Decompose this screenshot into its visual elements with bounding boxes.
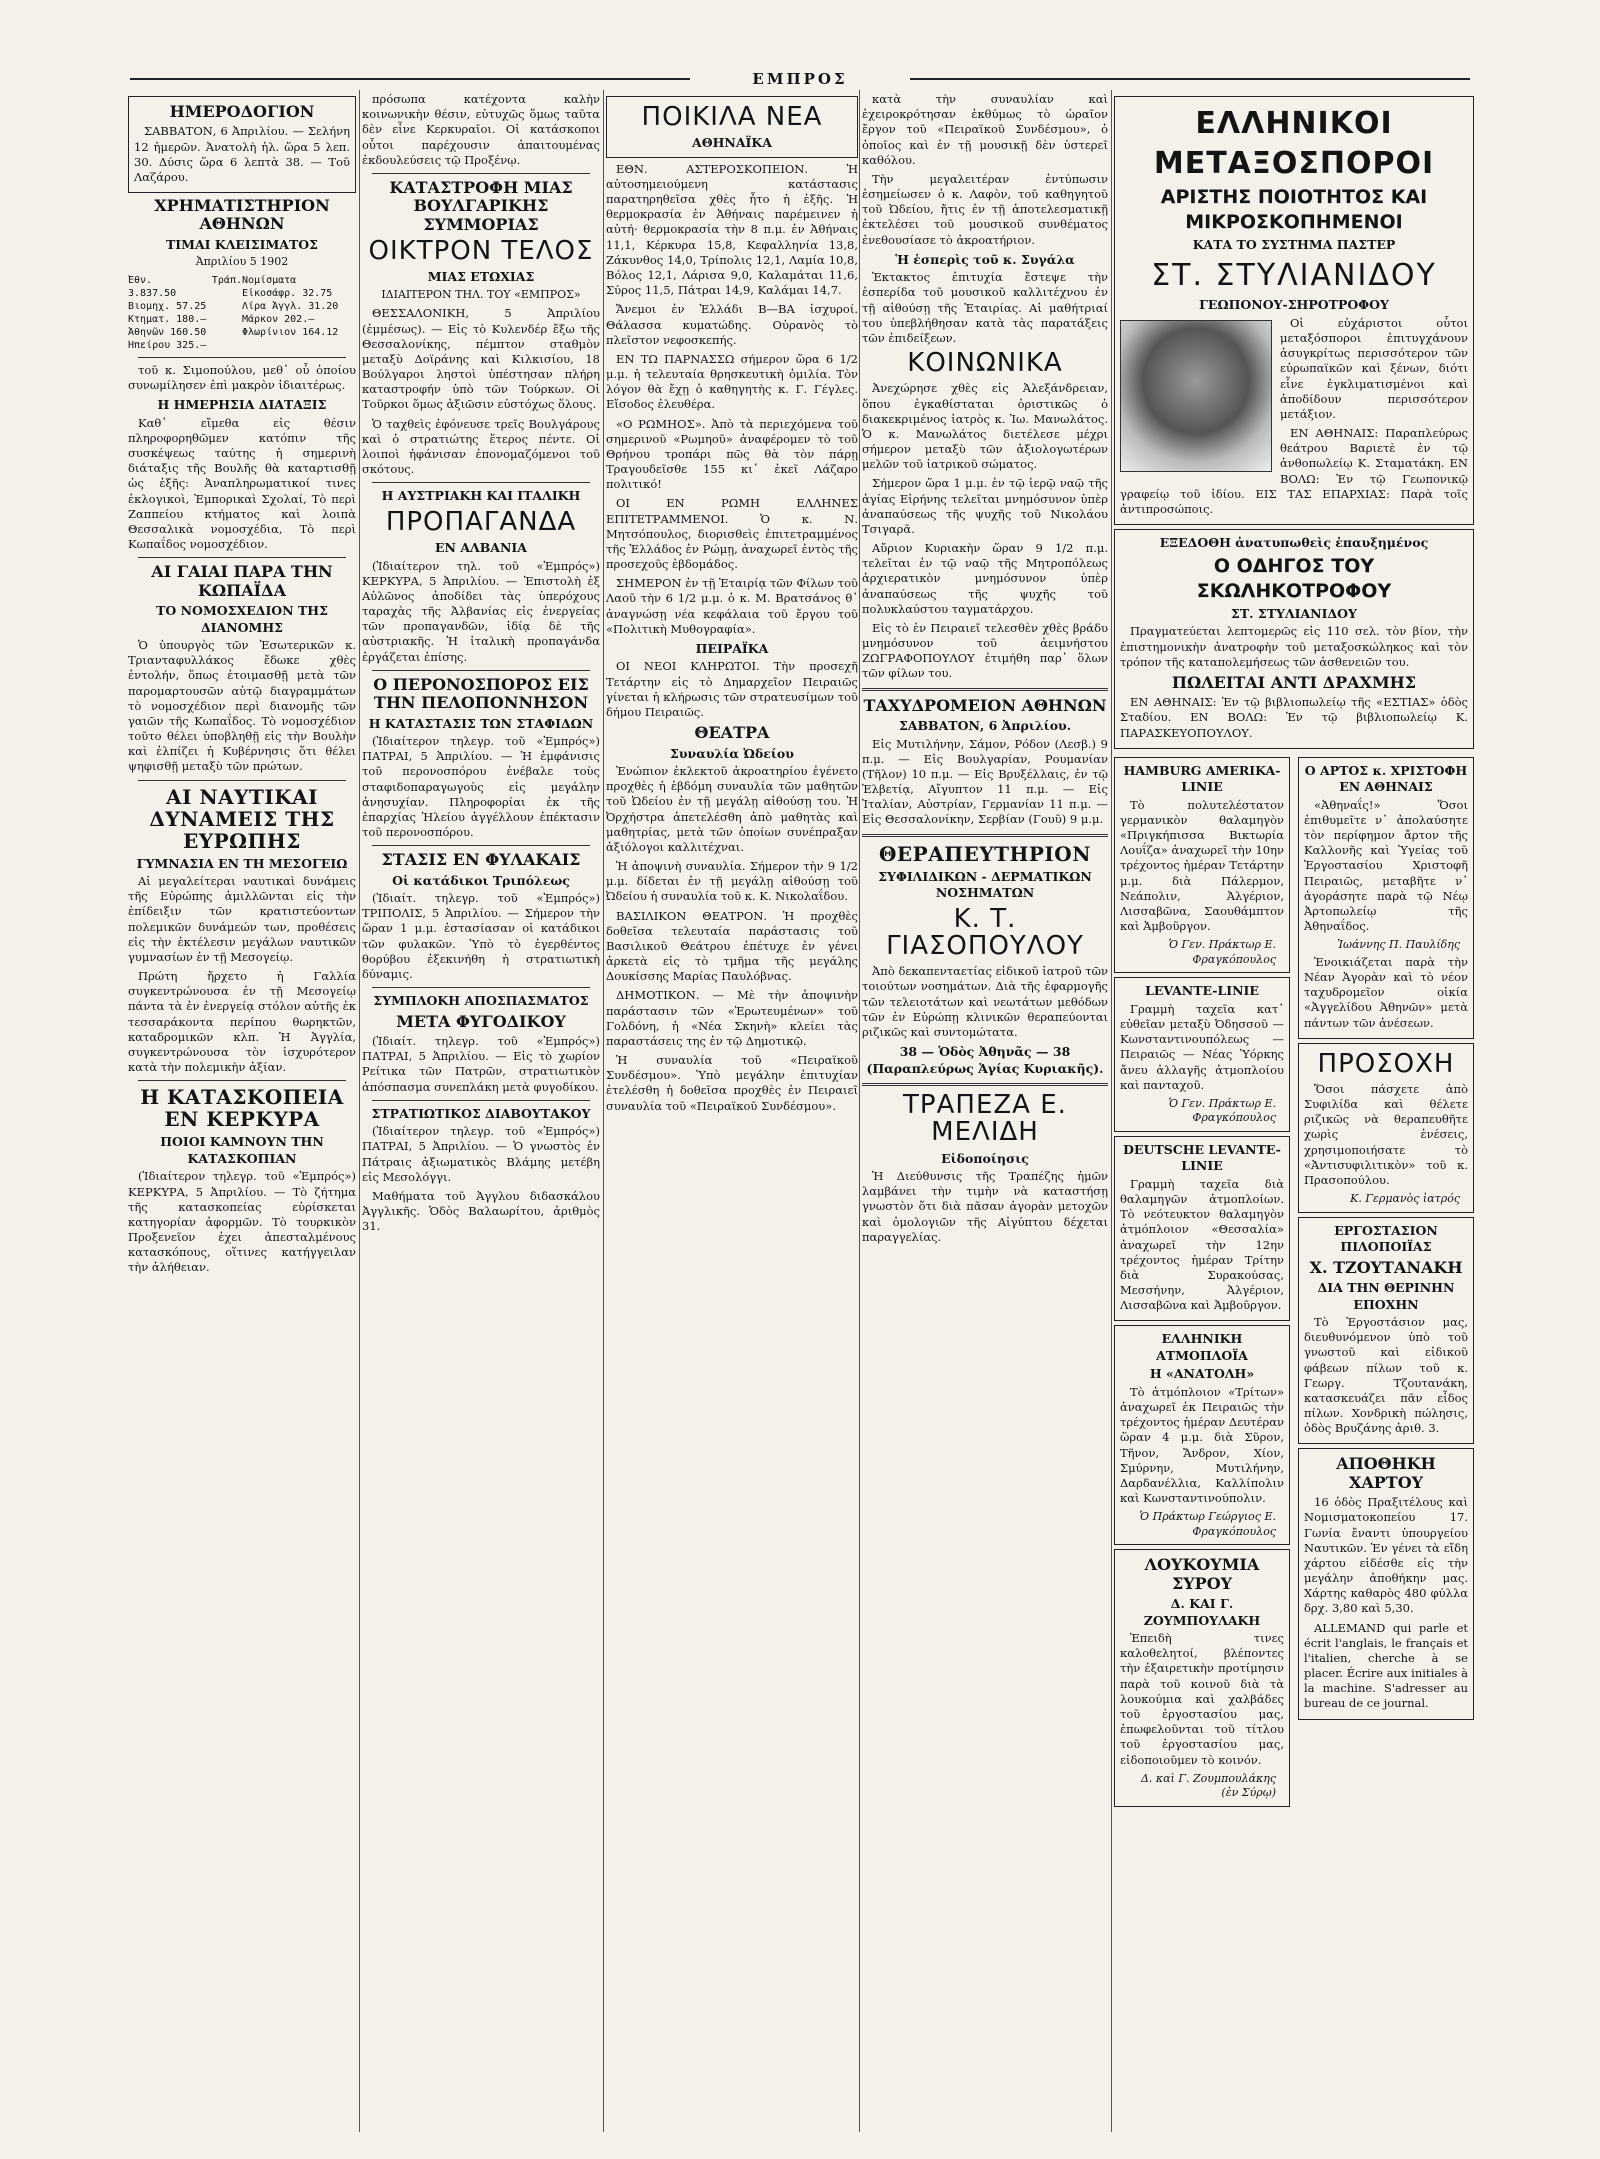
article-text: κατὰ τὴν συναυλίαν καὶ ἐχειροκρότησαν ἐκθύμως τὸ ὡραῖον ἔργον τοῦ «Πειραϊκοῦ Συνδέσμου», ὁ ὁποῖος καὶ ἐν τῇ μουσικῇ δὲν ὑστερεῖ καθόλου. [862,92,1108,167]
rate-row: Νομίσματα [242,274,297,286]
section-big-heading: ΤΡΑΠΕΖΑ Ε. ΜΕΛΙΔΗ [903,1090,1067,1148]
ad-title: ΕΡΓΟΣΤΑΣΙΟΝ ΠΙΛΟΠΟΙΪΑΣ [1334,1222,1438,1255]
market-title: ΧΡΗΜΑΤΙΣΤΗΡΙΟΝ ΑΘΗΝΩΝ [154,196,330,234]
rates-title: ΤΙΜΑΙ ΚΛΕΙΣΙΜΑΤΟΣ [165,236,319,252]
ad-name: Χ. ΤΖΟΥΤΑΝΑΚΗ [1309,1257,1463,1277]
ad-loukoumia [1114,1549,1290,1806]
ad-title: ΕΛΛΗΝΙΚΟΙ ΜΕΤΑΞΟΣΠΟΡΟΙ [1153,106,1435,181]
section-subheading: ΑΘΗΝΑΪΚΑ [692,135,772,151]
article-text: (Ἰδιαίτ. τηλεγρ. τοῦ «Ἐμπρός») ΠΑΤΡΑΙ, 5 Ἀπριλίου. — Εἰς τὸ χωρίον Ρείτικα τῶν Πατρῶν, στρατιωτικὸν ἀπόσπασμα συνεπλάκη μετὰ φυγοδίκου. [362,1034,600,1094]
ad-price: ΠΩΛΕΙΤΑΙ ΑΝΤΙ ΔΡΑΧΜΗΣ [1171,672,1417,692]
ad-signature: Ὁ Γεν. Πράκτωρ Ε. Φραγκόπουλος [1168,938,1276,966]
section-subheading: ΜΙΑΣ ΕΤΩΧΙΑΣ [427,269,535,285]
ad-hamburg [1114,757,1290,974]
ad-name: Δ. ΚΑΙ Γ. ΖΟΥΜΠΟΥΛΑΚΗ [1143,1596,1261,1628]
section-subheading: ΤΟ ΝΟΜΟΣΧΕΔΙΟΝ ΤΗΣ ΔΙΑΝΟΜΗΣ [156,603,328,635]
ad-signature: Ὁ Γεν. Πράκτωρ Ε. Φραγκόπουλος [1168,1096,1276,1125]
ad-text: «Ἀθηναΐς!» Ὅσοι ἐπιθυμεῖτε ν᾽ ἀπολαύσητε τὸν περίφημον ἄρτον τῆς Καλλονῆς καὶ Ὑγείας τοῦ Ἐργοστασίου Χριστοφῆ Πειραιῶς, μεταβῆτε ν᾽ ἀγοράσητε παρὰ τῷ Νέῳ Ἀρτοπωλείῳ τῆς Ἀθηναΐδος. [1304,797,1468,934]
ad-subtitle: ΔΙΑ ΤΗΝ ΘΕΡΙΝΗΝ ΕΠΟΧΗΝ [1317,1280,1455,1312]
section-heading: Η ΗΜΕΡΗΣΙΑ ΔΙΑΤΑΞΙΣ [157,397,327,413]
ad-title: ΕΛΛΗΝΙΚΗ ΑΤΜΟΠΛΟΪΑ [1156,1331,1248,1363]
rate-row: Φλωρίνιον 164.12 [242,326,339,338]
article-text: Ἄνεμοι ἐν Ἑλλάδι Β—ΒΑ ἰσχυροί. Θάλασσα κυματώδης. Οὐρανὸς τὸ πλεῖστον νεφοσκεπής. [606,302,858,347]
article-text: (Ἰδιαίτερον τηλεγρ. τοῦ «Ἐμπρός») ΠΑΤΡΑΙ, 5 Ἀπριλίου. — Ἡ ἐμφάνισις τοῦ περονοσπόρου ἐνέβαλε τοὺς σταφιδοπαραγωγοὺς εἰς μεγάλην ἀνησυχίαν. Πληροφορίαι ἐκ τῆς ἐπαρχίας Ἠλείου ἀγγέλλουν ἐπέκτασιν τοῦ περονοσπόρου. [362,734,600,840]
column-rule [859,90,860,2132]
ad-bread [1298,757,1474,1039]
rate-row: Κτηματ. 180.— [128,313,207,325]
ad-text: Οἱ εὐχάριστοι οὗτοι μεταξόσποροι ἐπιτυγχάνουν ἀσυγκρίτως περισσότερον τῶν εὐρωπαϊκῶν καὶ ξένων, διότι εἶνε ἐγκλιματισμένοι καὶ ἀποδίδουν περισσότερον μετάξιον. [1280,315,1468,421]
column-rule [1111,90,1112,2132]
ad-text: ALLEMAND qui parle et écrit l'anglais, le français et l'italien, cherche à se placer. Écrire aux initiales à la machine. S'adresser au bureau de ce journal. [1304,1620,1468,1711]
ad-text: ΕΝ ΑΘΗΝΑΙΣ: Παραπλεύρως θεάτρου Βαριετὲ ἐν τῷ ἀνθοπωλείῳ Κ. Σταματάκη. ΕΝ ΒΟΛΩ: Ἐν τῷ Γεωπονικῷ γραφείῳ τοῦ ἰδίου. ΕΙΣ ΤΑΣ ΕΠΑΡΧΙΑΣ: Παρὰ τοῖς ἀντιπροσώποις. [1120,426,1468,516]
ad-subtitle: ΑΡΙΣΤΗΣ ΠΟΙΟΤΗΤΟΣ ΚΑΙ ΜΙΚΡΟΣΚΟΠΗΜΕΝΟΙ [1160,186,1428,234]
section-heading: ΑΙ ΓΑΙΑΙ ΠΑΡΑ ΤΗΝ ΚΩΠΑΪΔΑ [151,562,333,600]
section-subheading: ΕΝ ΑΛΒΑΝΙΑ [435,540,527,556]
article-text: Αἱ μεγαλείτεραι ναυτικαὶ δυνάμεις τῆς Εὐρώπης ἁμιλλῶνται εἰς τὴν ἐπίδειξιν τῶν κρατιστεύοντων πολεμικῶν δυνάμεών των, προθέσεις εἰς τὴν ἐκτέλεσιν μεγάλων ναυτικῶν γυμνασίων ἐν τῇ Μεσογείῳ. [128,874,356,964]
article-text: Ἐκτακτος ἐπιτυχία ἔστεψε τὴν ἑσπερίδα τοῦ μουσικοῦ καλλιτέχνου ἐν τῇ αἰθούσῃ τῆς Ἑταιρίας. Αἱ μαθήτριαί του ὑπεβλήθησαν κατὰ τὰς παρατάξεις τῶν ἐπιδείξεων. [862,270,1108,345]
ad-line: ΚΑΤΑ ΤΟ ΣΥΣΤΗΜΑ ΠΑΣΤΕΡ [1192,237,1396,253]
ad-hat-factory [1298,1217,1474,1445]
article-text: ΒΑΣΙΛΙΚΟΝ ΘΕΑΤΡΟΝ. Ἡ προχθὲς δοθεῖσα τελευταία παράστασις τοῦ Βασιλικοῦ Θεάτρου ἐπέτυχε ἐν γένει ἀρκετὰ εἰς τὸ τμῆμα τῆς μεγάλης Δουκίσσης Μαρίας Παυλόβνας. [606,908,858,984]
ad-subtitle: Η «ΑΝΑΤΟΛΗ» [1149,1366,1255,1382]
ad-line: ΓΕΩΠΟΝΟΥ-ΣΗΡΟΤΡΟΦΟΥ [1199,297,1389,313]
ad-title: ΑΠΟΘΗΚΗ ΧΑΡΤΟΥ [1336,1454,1436,1492]
section-heading: ΘΕΡΑΠΕΥΤΗΡΙΟΝ [878,841,1091,866]
ad-title: ΛΟΥΚΟΥΜΙΑ ΣΥΡΟΥ [1144,1555,1260,1593]
column-5-ads [1114,92,1474,2132]
ad-title: ΠΡΟΣΟΧΗ [1317,1048,1455,1079]
article-text: Σήμερον ὥρα 1 μ.μ. ἐν τῷ ἱερῷ ναῷ τῆς ἁγίας Εἰρήνης τελεῖται μνημόσυνον ὑπὲρ ἀναπαύσεως τῆς ψυχῆς τοῦ Νικολάου Τσιγαρᾶ. [862,476,1108,536]
section-subheading: ΓΥΜΝΑΣΙΑ ΕΝ ΤΗ ΜΕΣΟΓΕΙΩ [136,855,348,871]
section-big-heading: ΠΡΟΠΑΓΑΝΔΑ [385,506,577,537]
silkworm-illustration-icon [1120,320,1272,472]
article-text: (Ἰδιαίτερον τηλ. τοῦ «Ἐμπρός») ΚΕΡΚΥΡΑ, 5 Ἀπριλίου. — Ἐπιστολὴ ἐξ Αὐλῶνος ἀποδίδει τὰς ὑπερόχους ταραχὰς τῆς Ἀλβανίας εἰς ἐνεργείας τῶν προπαγανδῶν, ἰδίᾳ δὲ τῆς αὐστριακῆς. Ἡ ἰταλικὴ προπαγάνδα ἐργάζεται ἐπίσης. [362,558,600,664]
rate-row: Βιομηχ. 57.25 [128,300,207,312]
section-heading: ΘΕΑΤΡΑ [694,723,770,743]
ad-text: Γραμμὴ ταχεῖα διὰ θαλαμηγῶν ἀτμοπλοίων. Τὸ νεότευκτον θαλαμηγὸν ἀτμόπλοιον «Θεσσαλία» ἀναχωρεῖ τὴν 12ην τρέχοντος ἡμέραν Τρίτην διὰ Συρακούσας, Μεσσήνην, Ἀλγέριον, Λισσαβῶνα καὶ Ἀμβοῦργον. [1120,1176,1284,1313]
section-heading: ΚΑΤΑΣΤΡΟΦΗ ΜΙΑΣ ΒΟΥΛΓΑΡΙΚΗΣ ΣΥΜΜΟΡΙΑΣ [389,177,573,234]
section-subheading: ΜΕΤΑ ΦΥΓΟΔΙΚΟΥ [396,1011,566,1031]
ad-levante [1114,977,1290,1132]
article-text: Ὁ ὑπουργὸς τῶν Ἐσωτερικῶν κ. Τριανταφυλλάκος ἔδωκε χθὲς ἐντολήν, ὅπως ἑτοιμασθῇ μετὰ τῶν παρομαρτουσῶν αὐτῷ διαγραμμάτων τὸ νομοσχέδιον περὶ διανομῆς τῶν γαιῶν τῆς Κωπαΐδος. Τὸ νομοσχέδιον τοῦτο θέλει ὑποβληθῇ εἰς τὴν Βουλὴν καὶ ἐλπίζει ἡ Κυβέρνησις ὅτι θέλει ψηφισθῇ μεταξὺ τῶν πρώτων. [128,638,356,774]
article-text: Ἀπὸ δεκαπενταετίας εἰδικοῦ ἰατροῦ τῶν τοιούτων νοσημάτων. Διὰ τῆς ἐφαρμογῆς τῶν τελειοτάτων καὶ νεωτάτων μεθόδων τῶν ἐν Εὐρώπῃ κλινικῶν θεραπεύονται ριζικῶς καὶ συντομώτατα. [862,964,1108,1039]
ad-title: HAMBURG AMERIKA-LINIE [1123,762,1281,795]
column-rule [603,90,604,2132]
article-text: Καθ᾽ εἴμεθα εἰς θέσιν πληροφορηθῶμεν κατόπιν τῆς συσκέψεως ταύτης ἡ σημερινὴ διάταξις τῆς Βουλῆς θὰ καταρτισθῇ ὡς ἑξῆς: Ἀναπληρωματικοί τινες ἐκλογικοὶ, Ἐμπορικαὶ Σχολαί, Τὸ περὶ Ζαππείου κτήματος καὶ λοιπὰ Θεσσαλικὰ νομοσχέδια, Τὸ περὶ Κωπαΐδος νομοσχέδιον. [128,415,356,552]
article-text: (Ἰδιαίτερον τηλεγρ. τοῦ «Ἐμπρός») ΚΕΡΚΥΡΑ, 5 Ἀπριλίου. — Τὸ ζήτημα τῆς κατασκοπείας εὑρίσκεται κατηγορίαν ἀφορμῶν. Τὸ τουρκικὸν Προξενεῖον ἐχει ἀπεσταλμένους κατασκόπους, οἵτινες κατήγγειλαν τὴν ἀλήθειαν. [128,1169,356,1275]
masthead: ΕΜΠΡΟΣ [130,70,1470,86]
article-text: Ἡ συναυλία τοῦ «Πειραϊκοῦ Συνδέσμου». Ὑπὸ μεγάλην ἐπιτυχίαν ἐτελέσθη ἡ δοθεῖσα προχθὲς ἐν Πειραιεῖ συναυλία τοῦ «Πειραϊκοῦ Συνδέσμου». [606,1053,858,1113]
section-big-heading: ΚΟΙΝΩΝΙΚΑ [907,348,1063,379]
ad-signature: Ὁ Πράκτωρ Γεώργιος Ε. Φραγκόπουλος [1139,1510,1276,1538]
ad-signature: Ἰωάννης Π. Παυλίδης [1337,938,1460,952]
ad-signature: Δ. καὶ Γ. Ζουμπουλάκης (ἐν Σύρῳ) [1140,1771,1276,1800]
article-text: ΔΗΜΟΤΙΚΟΝ. — Μὲ τὴν ἀποψινὴν παράστασιν τῶν «Ἐρωτευμένων» τοῦ Γολδόνη, ἡ «Νέα Σκηνὴ» κλείει τὰς παραστάσεις της ἐν τῷ Δημοτικῷ. [606,988,858,1048]
article-text: Πρώτη ἤρχετο ἡ Γαλλία συγκεντρώνουσα ἐν τῇ Μεσογείῳ πάντα τὰ ἐν ἐνεργείᾳ στόλον αὐτῆς ἐκ τεσσαράκοντα περίπου θωρηκτῶν, καταδρομικῶν κλπ. Ἡ Ἀγγλία, συγκεντρώνουσα τὸν ἰσχυρότερον κατὰ τὴν πολεμικὴν ἀξίαν. [128,969,356,1075]
article-text: Μαθήματα τοῦ Ἀγγλου διδασκάλου Ἀγγλικῆς. Ὁδὸς Βαλαωρίτου, ἀριθμὸς 31. [362,1188,600,1234]
column-4 [862,92,1108,2132]
article-text: ΟΙ ΝΕΟΙ ΚΛΗΡΩΤΟΙ. Τὴν προσεχῆ Τετάρτην εἰς τὸ Δημαρχεῖον Πειραιῶς γίνεται ἡ κλήρωσις τῶν στρατευσίμων τοῦ δήμου Πειραιῶς. [606,659,858,719]
article-text: Ἡ ἀποψινὴ συναυλία. Σήμερον τὴν 9 1/2 μ.μ. δίδεται ἐν τῇ μεγάλῃ αἰθούσῃ τοῦ Ὠδείου ἡ συναυλία τοῦ κ. Κ. Νικολαΐδου. [606,859,858,904]
article-text: (Ἰδιαίτ. τηλεγρ. τοῦ «Ἐμπρός») ΤΡΙΠΟΛΙΣ, 5 Ἀπριλίου. — Σήμερον τὴν ὥραν 1 μ.μ. ἐστασίασαν οἱ κατάδικοι τῶν φυλακῶν. Ὑπὸ τὸ ἐγερθέντος θορύβου ἐξεκινήθη ἡ στρατιωτικὴ δύναμις. [362,891,600,981]
article-text: ΟΙ ΕΝ ΡΩΜΗ ΕΛΛΗΝΕΣ ΕΠΙΤΕΤΡΑΜΜΕΝΟΙ. Ὁ κ. Ν. Μητσόπουλος, διορισθεὶς ἐπιτετραμμένος τῆς Ἑλλάδος ἐν Ρώμῃ, ἀναχωρεῖ ἐντὸς τῆς προσεχοῦς ἑβδομάδος. [606,496,858,572]
article-text: ΕΘΝ. ΑΣΤΕΡΟΣΚΟΠΕΙΟΝ. Ἡ αὐτοσημειούμενη κατάστασις παρατηρηθεῖσα χθὲς ἦτο ἡ ἑξῆς. Ἡ θερμοκρασία ἐν Ἀθήναις παρέμεινεν ἡ αὐτή· θερμοκρασία τὴν 8 π.μ. ἐν Ἀθήναις 11,1, Κέρκυρα 15,8, Κεφαλληνία 13,8, Ζάκυνθος 14,0, Τρίπολις 12,1, Λαμία 10,8, Βόλος 12,1, Λάρισα 9,0, Καλαμάται 11,6, Σύρος 11,5, Πάτραι 14,9, Καλάμαι 14,7. [606,161,858,298]
ad-title: DEUTSCHE LEVANTE-LINIE [1123,1141,1281,1174]
ad-book [1114,529,1474,749]
ad-silkworm-seeds [1114,96,1474,525]
ad-deutsche-levante [1114,1136,1290,1322]
section-big-heading: Κ. Τ. ΓΙΑΣΟΠΟΥΛΟΥ [886,903,1084,961]
column-rule [359,90,360,2132]
section-subheading: ΠΕΙΡΑΪΚΑ [695,640,769,656]
address-line: 38 — Ὁδὸς Ἀθηνᾶς — 38 (Παραπλεύρως Ἁγίας Κυριακῆς). [866,1044,1104,1076]
section-subheading: Εἰδοποίησις [941,1150,1029,1166]
almanac-title: ΗΜΕΡΟΔΟΓΙΟΝ [169,102,315,121]
rate-row: Ἐθν. Τράπ. 3.837.50 [128,274,242,299]
column-1 [128,92,356,2132]
rate-row: Ἠπείρου 325.— [128,339,207,351]
section-subheading: ΣΑΒΒΑΤΟΝ, 6 Ἀπριλίου. [898,718,1072,734]
section-heading: ΣΥΜΠΛΟΚΗ ΑΠΟΣΠΑΣΜΑΤΟΣ [373,993,589,1009]
section-heading: Ο ΠΕΡΟΝΟΣΠΟΡΟΣ ΕΙΣ ΤΗΝ ΠΕΛΟΠΟΝΝΗΣΟΝ [373,674,589,713]
ad-text: Ὅσοι πάσχετε ἀπὸ Συφιλίδα καὶ θέλετε ριζικῶς νὰ θεραπευθῆτε χωρὶς ἐνέσεις, χρησιμοποιήσατε τὸ «Ἀντισυφιλιτικὸν» τοῦ κ. Πρασοπούλου. [1304,1081,1468,1187]
section-heading: ΣΤΡΑΤΙΩΤΙΚΟΣ ΔΙΑΒΟΥΤΑΚΟΥ [371,1105,591,1121]
section-heading: Ἡ ἑσπερὶς τοῦ κ. Συγάλα [895,251,1075,267]
ad-text: Ἐπειδὴ τινες καλοθελητοί, βλέποντες τὴν ἐξαιρετικὴν προτίμησιν παρὰ τοῦ κοινοῦ διὰ τὰ λουκούμια καὶ χαλβάδες τοῦ ἐργοστασίου μας, ἐπωφελοῦνται τοῦ τίτλου τοῦ ἐργοστασίου μας, εἰδοποιοῦμεν τὸ κοινόν. [1120,1631,1284,1767]
section-subheading: ΣΥΦΙΛΙΔΙΚΩΝ - ΔΕΡΜΑΤΙΚΩΝ ΝΟΣΗΜΑΤΩΝ [878,868,1092,901]
section-subheading: Οἱ κατάδικοι Τριπόλεως [392,872,570,888]
article-text: Αὔριον Κυριακὴν ὥραν 9 1/2 π.μ. τελεῖται ἐν τῷ ναῷ τῆς Μητροπόλεως ἀρχιερατικὸν μνημόσυνον ὑπὲρ ἀναπαύσεως τῆς ψυχῆς τοῦ πολυκλαύστου ταγματάρχου. [862,541,1108,616]
article-text: Ἐνώπιον ἐκλεκτοῦ ἀκροατηρίου ἐγένετο προχθὲς ἡ ἑβδόμη συναυλία τῶν μαθητῶν τοῦ Ὠδείου ἐν τῇ μεγάλῃ αἰθούσῃ του. Ἡ Ὀρχήστρα ἀπετελέσθη ἀπὸ μαθητὰς καὶ μαθητρίας, μετὰ τῶν ὁποίων συνέπραξαν ἀξιόλογοι καλλιτέχναι. [606,764,858,854]
ad-name: ΣΤ. ΣΤΥΛΙΑΝΙΔΟΥ [1231,605,1357,621]
article-text: Ὁ ταχθεὶς ἐφόνευσε τρεῖς Βουλγάρους καὶ ὁ στρατιώτης ἕτερος πέντε. Οἱ λοιποὶ ἠφάνισαν ἐπονομαζόμενοι τοῦ σκότους. [362,416,600,477]
column-3 [606,92,858,2132]
article-text: Ἡ Διεύθυνσις τῆς Τραπέζης ἡμῶν λαμβάνει τὴν τιμὴν νὰ καταστήσῃ γνωστὸν ὅτι διὰ πᾶσαν ἀγορὰν μετοχῶν καὶ ὁμολογιῶν τῆς Αἰγύπτου δέχεται παραγγελίας. [862,1169,1108,1244]
rate-row: Εἰκοσάφρ. 32.75 [242,287,333,299]
ad-title: Ο ΟΔΗΓΟΣ ΤΟΥ ΣΚΩΛΗΚΟΤΡΟΦΟΥ [1196,554,1392,602]
ad-text: Γραμμὴ ταχεῖα κατ᾽ εὐθεῖαν μεταξὺ Ὀδησσοῦ — Κωνσταντινουπόλεως — Πειραιῶς — Νέας Ὑόρκης ἄνευ ἀλλαγῆς ἀτμοπλοίου καὶ πανταχοῦ. [1120,1001,1284,1092]
article-text: Ἀνεχώρησε χθὲς εἰς Ἀλεξάνδρειαν, ὅπου ἐγκαθίσταται ὁριστικῶς ὁ διακεκριμένος ἰατρὸς κ. Ἰω. Μανωλάτος. Ὁ κ. Μανωλάτος διετέλεσε μέχρι σήμερον μεταξὺ τῶν ἀξιολογωτέρων μελῶν τοῦ ἰατρικοῦ σώματος. [862,381,1108,472]
rate-row: Λίρα Ἀγγλ. 31.20 [242,300,339,312]
rate-row: Μάρκον 202.— [242,313,315,325]
section-heading: ΤΑΧΥΔΡΟΜΕΙΟΝ ΑΘΗΝΩΝ [863,695,1107,715]
article-text: πρόσωπα κατέχοντα καλὴν κοινωνικὴν θέσιν, εὐτυχῶς ὅμως ταῦτα δὲν εἶνε Κερκυραῖοι. Οἱ κατάσκοποι οὗτοι παρέχουσιν ἀπαιτουμένας ἐκδουλεύσεις τῷ Προξένῳ. [362,92,600,167]
ad-text: ΕΝ ΑΘΗΝΑΙΣ: Ἐν τῷ βιβλιοπωλείῳ τῆς «ΕΣΤΙΑΣ» ὁδὸς Σταδίου. ΕΝ ΒΟΛΩ: Ἐν τῷ βιβλιοπωλείῳ Κ. ΠΑΡΑΣΚΕΥΟΠΟΥΛΟΥ. [1120,695,1468,740]
ad-text: Τὸ ἀτμόπλοιον «Τρίτων» ἀναχωρεῖ ἐκ Πειραιῶς τὴν τρέχοντος ἡμέραν Δευτέραν ὥραν 4 μ.μ. διὰ Σῦρον, Τῆνον, Ἄνδρον, Χίον, Σμύρνην, Μυτιλήνην, Δαρδανέλλια, Καλλίπολιν καὶ Κωνσταντινούπολιν. [1120,1384,1284,1506]
rates-table [128,274,356,352]
ad-name: ΣΤ. ΣΤΥΛΙΑΝΙΔΟΥ [1151,257,1437,293]
article-text: ΕΝ ΤΩ ΠΑΡΝΑΣΣΩ σήμερον ὥρα 6 1/2 μ.μ. ἡ τελευταία θρησκευτικὴ ὁμιλία. Τὸν λόγον θὰ ἔχῃ ὁ καθηγητὴς κ. Γ. Γέγλες. Εἴσοδος ἐλευθέρα. [606,351,858,412]
ad-text: Τὸ Ἐργοστάσιον μας, διευθυνόμενον ὑπὸ τοῦ γνωστοῦ καὶ εἰδικοῦ φάβεων πίλων τοῦ κ. Γεωργ. Τζουτανάκη, κατασκευάζει πᾶν εἶδος πίλων. Χονδρικὴ πώλησις, ὁδὸς Βρυζάνης ἀριθ. 3. [1304,1315,1468,1436]
article-text: Τὴν μεγαλειτέραν ἐντύπωσιν ἐσημείωσεν ὁ κ. Λαφὸν, τοῦ καθηγητοῦ τοῦ Ὠδείου, ἤτις ἐν τῇ ἀποτελεσματικῇ ἐκτελέσει τοῦ μουσικοῦ συνθέματος ἐνεθουσίασε τὸ ἀκροατήριον. [862,171,1108,247]
ad-text: 16 ὁδὸς Πραξιτέλους καὶ Νομισματοκοπείου 17. Γωνία ἔναντι ὑπουργείου Ναυτικῶν. Ἐν γένει τὰ εἴδη χάρτου εἰδέσθε εἰς τὴν μεγάλην ἀποθήκην μας. Χάρτης καθαρὸς 480 φύλλα δρχ. 3,80 καὶ 5,30. [1304,1495,1468,1616]
section-subheading: Συναυλία Ὠδείου [670,745,794,761]
section-subheading: Η ΚΑΤΑΣΤΑΣΙΣ ΤΩΝ ΣΤΑΦΙΔΩΝ [368,715,594,731]
article-text: τοῦ κ. Σιμοπούλου, μεθ᾽ οὗ ὁποίου συνωμίλησεν ἐπὶ μακρὸν ἰδιαιτέρως. [128,362,356,393]
ad-text: Πραγματεύεται λεπτομερῶς εἰς 110 σελ. τὸν βίον, τὴν ἐπιστημονικὴν ἀνατροφὴν τοῦ μεταξοσκώληκος καὶ τὸν τρόπον τῆς καταπολεμήσεως τῶν ἀσθενειῶν του. [1120,624,1468,669]
article-text: Εἰς τὸ ἐν Πειραιεῖ τελεσθὲν χθὲς βράδυ μνημόσυνον τοῦ ἀειμνήστου ΖΩΓΡΑΦΟΠΟΥΛΟΥ ἐτιμήθη παρ᾽ ὅλων τῶν φίλων του. [862,620,1108,681]
ad-title: Ο ΑΡΤΟΣ κ. ΧΡΙΣΤΟΦΗ ΕΝ ΑΘΗΝΑΙΣ [1304,762,1468,795]
ad-text: Τὸ πολυτελέστατον γερμανικὸν θαλαμηγὸν «Πριγκήπισσα Βικτωρία Λουΐζα» ἀναχωρεῖ τὴν 10ην τρέχοντος ἡμέραν Τετάρτην μ.μ. διὰ Πάλερμον, Νεάπολιν, Ἀλγέριον, Λισσαβῶνα, Σαουθάμπτον καὶ Ἀμβοῦργον. [1120,797,1284,934]
column-2 [362,92,600,2132]
ad-paper-warehouse [1298,1448,1474,1719]
rate-row: Ἀθηνῶν 160.50 [128,326,207,338]
article-text: ΣΗΜΕΡΟΝ ἐν τῇ Ἑταιρίᾳ τῶν Φίλων τοῦ Λαοῦ τὴν 6 1/2 μ.μ. ὁ κ. Μ. Βρατσάνος θ᾽ ἀναγνώσῃ νέα κεφάλαια τοῦ ἔργου τοῦ «Πολιτικὴ Μυθογραφία». [606,576,858,636]
section-big-heading: ΠΟΙΚΙΛΑ ΝΕΑ [641,102,823,132]
ad-signature: Κ. Γερμανὸς ἰατρός [1350,1192,1460,1206]
ad-prosochi [1298,1043,1474,1213]
article-text: ΘΕΣΣΑΛΟΝΙΚΗ, 5 Ἀπριλίου (ἐμμέσως). — Εἰς τὸ Κυλενδέρ ἔξω τῆς Θεσσαλονίκης, πέμπτον σταθμὸν μεταξὺ Δοϊράνης καὶ Κιλκισίου, 18 Βούλγαροι ληστοὶ ὑπέστησαν πλήρη καταστροφήν ὑπὸ τῶν Τούρκων. Οἱ Τοῦρκοι ὅμως ἀξιῶσιν εὐστόχως ὅλους. [362,306,600,412]
ad-anatoli [1114,1325,1290,1545]
almanac-text: ΣΑΒΒΑΤΟΝ, 6 Ἀπριλίου. — Σελήνη 12 ἡμερῶν. Ἀνατολὴ ἡλ. ὥρα 5 λεπ. 30. Δύσις ὥρα 6 λεπτὰ 38. — Τοῦ Λαζάρου. [134,124,350,184]
ad-text: Ἐνοικιάζεται παρὰ τὴν Νέαν Ἀγορὰν καὶ τὸ νέον ταχυδρομεῖον οἰκία «Ἀγγελίδου Ἀθηνῶν» μετὰ πάντων τῶν ἀνέσεων. [1304,954,1468,1030]
wire-line: ΙΔΙΑΙΤΕΡΟΝ ΤΗΛ. ΤΟΥ «ΕΜΠΡΟΣ» [381,287,581,301]
rates-date: Ἀπριλίου 5 1902 [195,255,289,269]
article-text: «Ο ΡΩΜΗΟΣ». Ἀπὸ τὰ περιεχόμενα τοῦ σημερινοῦ «Ρωμηοῦ» ἀναφέρομεν τὸ τοῦ Θρήνου τροπάρι πῶς θὰ τὸν πάρῃ Τραγουδεῖσθε 155 κι᾽ ἐκεῖ Λάζαρο πολιτικό! [606,416,858,492]
section-subheading: ΠΟΙΟΙ ΚΑΜΝΟΥΝ ΤΗΝ ΚΑΤΑΣΚΟΠΙΑΝ [160,1134,324,1166]
section-heading: ΣΤΑΣΙΣ ΕΝ ΦΥΛΑΚΑΙΣ [381,850,581,870]
section-heading: Η ΑΥΣΤΡΙΑΚΗ ΚΑΙ ΙΤΑΛΙΚΗ [381,488,581,504]
mail-schedule: Εἰς Μυτιλήνην, Σάμον, Ρόδον (Λεσβ.) 9 π.μ. — Εἰς Βουλγαρίαν, Ρουμανίαν (Τῆλον) 10 π.μ. — Εἰς Βρυξέλλαις, ἐν τῷ Ἑλβετίᾳ, Αἴγυπτον 11 π.μ. — Εἰς Ἰταλίαν, Αὐστρίαν, Γερμανίαν 11 π.μ. — Εἰς Θεσσαλονίκην, Σερβίαν (Γουῦ) 9 μ.μ. [862,736,1108,827]
section-heading: Η ΚΑΤΑΣΚΟΠΕΙΑ ΕΝ ΚΕΡΚΥΡΑ [140,1085,344,1132]
section-heading: ΑΙ ΝΑΥΤΙΚΑΙ ΔΥΝΑΜΕΙΣ ΤΗΣ ΕΥΡΩΠΗΣ [149,784,335,853]
ad-title: LEVANTE-LINIE [1145,983,1259,999]
article-text: (Ἰδιαίτερον τηλεγρ. τοῦ «Ἐμπρός») ΠΑΤΡΑΙ, 5 Ἀπριλίου. — Ὁ γνωστὸς ἐν Πάτραις ἀξιωματικὸς Βλάμης μετέβη εἰς Μεσολόγγι. [362,1124,600,1184]
section-big-heading: ΟΙΚΤΡΟΝ ΤΕΛΟΣ [368,236,594,267]
ad-line: ΕΞΕΔΟΘΗ ἀνατυπωθεὶς ἐπαυξημένος [1159,535,1429,551]
